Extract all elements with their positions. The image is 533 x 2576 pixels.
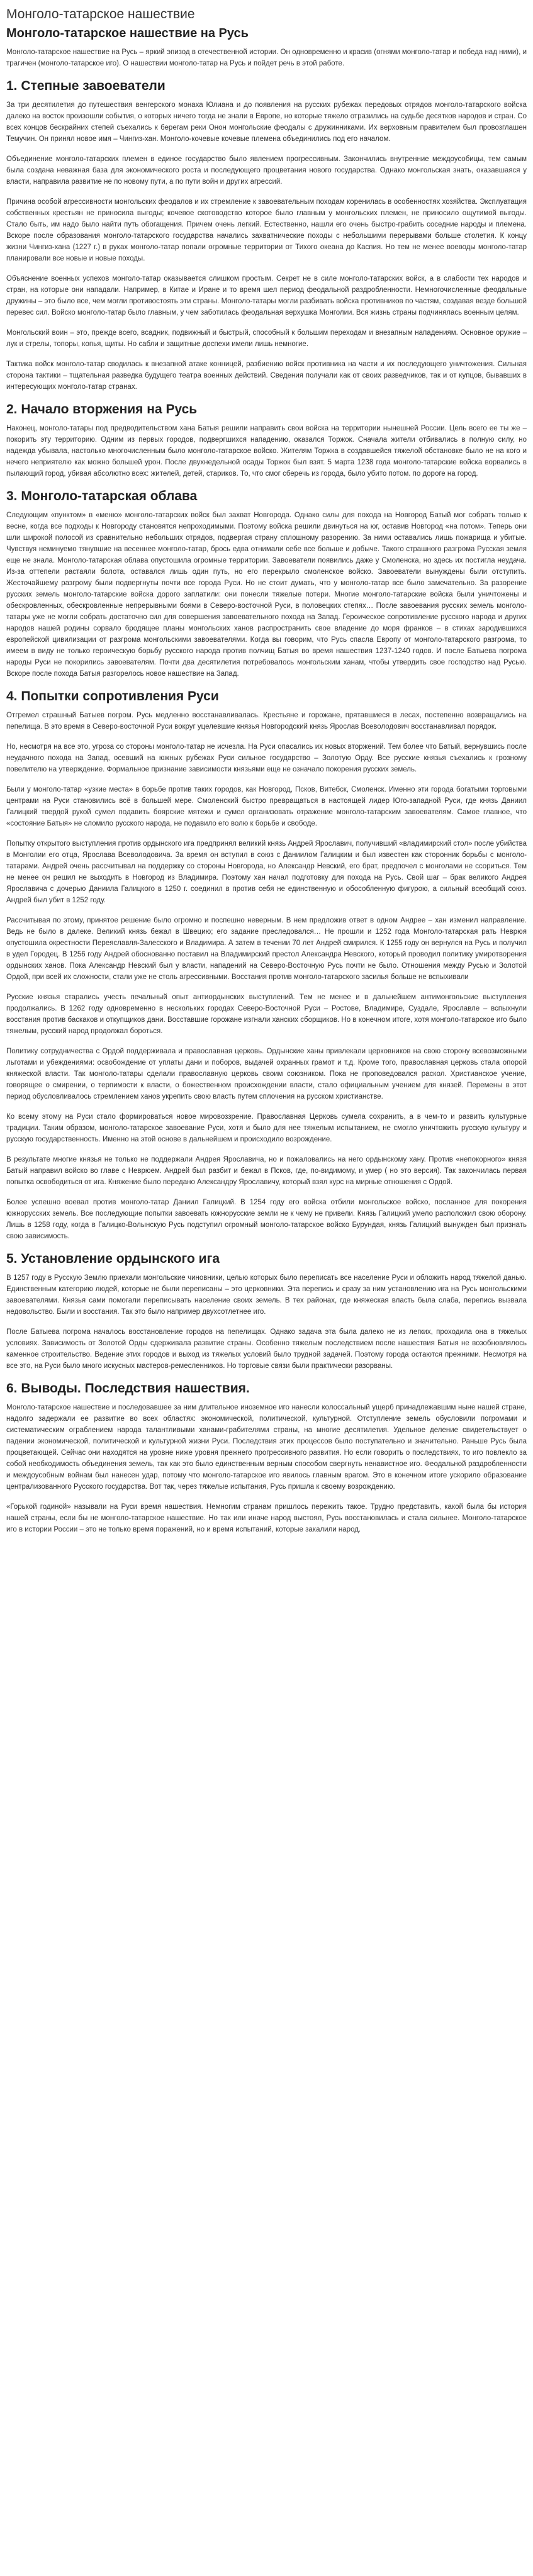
paragraph: Попытку открытого выступления против ордынского ига предпринял великий князь Андрей Ярославич, получивший «владимирский стол» после убийства в Монголии его отца, Ярослава Всеволодовича. За время он вступил в союз с Даниилом Галицким и был известен как сторонник борьбы с монголо-татарами. Андрей очень рассчитывал на поддержку со стороны Новгорода, но Александр Невский, его брат, предпочел с монголами не ссориться. Тем не менее он решил не выходить в Новгород из Владимира. Поэтому хан начал подготовку для похода на Русь. Свой шаг – брак великого Андрея Ярославича с дочерью Даниила Галицкого в 1250 г. соединил в против себя не единственную и обособленную фигурою, а сильный всеобщий союз. Андрей был убит в 1252 году. (6, 840, 527, 904)
paragraph: Но, несмотря на все это, угроза со стороны монголо-татар не исчезла. На Руси опасались их новых вторжений. Тем более что Батый, вернувшись после неудачного похода на Запад, осевший на южных рубежах Руси сильное государство – Золотую Орду. Все русские князья съехались к грозному повелителю на утверждение. Формальное признание зависимости князьями еще не означало покорения русских земель. (6, 743, 527, 773)
section-heading: 1. Степные завоеватели (6, 79, 166, 93)
paragraph: Русские князья старались учесть печальный опыт антиордынских выступлений. Тем не менее и в дальнейшем антимонгольские выступления продолжались. В 1262 году одновременно в нескольких городах Северо-Восточной Руси – Ростове, Владимире, Суздале, Ярославле – вспыхнули восстания против баскаков и откупщиков дани. Восставшие горожане изгнали ханских сборщиков. Но в конечном итоге, хотя монголо-татарское иго было тяжелым, русский народ продолжал бороться. (6, 994, 527, 1035)
paragraph: Более успешно воевал против монголо-татар Даниил Галицкий. В 1254 году его войска отбили монгольское войско, посланное для покорения южнорусских земель. Все последующие попытки завоевать южнорусские земли не к чему не привели. Князь Галицкий умело расположил свою оборону. Лишь в 1258 году, когда в Галицко-Волынскую Русь подступил огромный монголо-татарское войско Бурундая, князь Галицкий вынужден был признать свою зависимость. (6, 1199, 527, 1240)
intro-block (6, 47, 527, 69)
paragraph: Были у монголо-татар «узкие места» в борьбе против таких городов, как Новгород, Псков, Витебск, Смоленск. Именно эти города богатыми торговыми центрами на Руси становились всё в большей мере. Cмоленский быстро превращаться в настоящей лидер Юго-западной Руси, где князь Даниил Галицкий твердой рукой сумел подавить боярские мятежи и сумел организовать отражение монголо-татарским завоевателям. Самое главное, что «состояние Батыя» не сломило русского народа, не подавило его волю к борьбе и свободе. (6, 786, 527, 827)
paragraph: Следующим «пунктом» в «меню» монголо-татарских войск был захват Новгорода. Однако силы для похода на Новгород Батый мог собрать только к весне, когда все подходы к Новгороду становятся непроходимыми. Поэтому войска решили двинуться на юг, оставив Новгород «на потом». Теперь они шли широкой полосой из сравнительно небольших отрядов, подвергая страну сплошному разорению. За ними оставались лишь пожарища и убитые. Чувствуя неминуемо тянувшие на весеннее монголо-татар, брось едва отнимали себе все больше и добыче. Такого страшного разгрома Русская земля еще не знала. Монголо-татарская облава опустошила огромные территории. Завоеватели появились даже у Смоленска, но здесь их постигла неудача. Из-за оттепели растаяли болота, оставался лишь один путь, но его перекрыло смоленское войско. Завоеватели вынуждены были отступить. Жесточайшему разгрому были подвергнуты почти все города Руси. Но не стоит думать, что у монголо-татар все было замечательно. За разорение русских земель монголо-татарские войска дорого заплатили: они понесли тяжелые потери. Многие монголо-татарские войска были уничтожены и обескровленных, обескровленные непрерывными боями в Северо-восточной Руси, в половецких степях… После завоевания русских земель монголо-татары уже не могли собрать достаточно сил для совершения завоевательного похода на Запад. Героическое сопротивление русского народа и других народов нашей родины сорвало бродящее планы монгольских ханов распространить свое владение до моря франков – в стихах зародившихся европейской цивилизации от разгрома монгольскими завоевателями. Когда вы говорим, что Русь спасла Европу от монголо-татарского разгрома, то имеем в виду не только героическую борьбу русского народа против полчищ Батыя во время нашествия 1237-1240 годов. И после Батыева погрома народы Руси не покорились завоевателям. Почти два десятилетия потребовалось монгольским ханам, чтобы утвердить свое господство над Русью. Вскоре после похода Батыя разгорелось новое нашествие на Запад. (6, 512, 527, 678)
paragraph: Тактика войск монголо-татар сводилась к внезапной атаке конницей, разбиению войск противника на части и их последующего уничтожения. Сильная сторона тактики – тщательная разведка будущего театра военных действий. Сведения получали как от своих разведчиков, так и от купцов, бывавших в интересующих монголо-татар странах. (6, 361, 527, 391)
section-2 (6, 401, 527, 479)
section-1 (6, 78, 527, 393)
paragraph: Монголо-татарское нашествие и последовавшее за ним длительное иноземное иго нанесли колоссальный ущерб принадлежавшим ныне нашей стране, надолго задержали ее развитие во всех областях: экономической, политической, культурной. Отступление земель обусловили погромами и систематическим ограблением народа талантливыми ханами-грабителями страны, на многие десятилетия. Удельное деление свидетельствует о падении экономической, политической и культурной жизни Руси. Последствия этих процессов было поступательно и значительно. Раньше Русь была процветающей. Сейчас они находятся на уровне ниже уровня прежнего прогрессивного развития. Но если говорить о последствиях, то иго повлекло за собой необходимость объединения земель, так как это было единственным верным способом свергнуть ненавистное иго. Феодальной раздробленности и междоусобным войнам был нанесен удар, потому что монголо-татарское иго явилось главным врагом. Это в конечном итоге ускорило образование централизованного Русского государства. Вот так, через тяжелые испытания, Русь пришла к своему возрождению. (6, 1404, 527, 1491)
intro-paragraph: Монголо-татарское нашествие на Русь – яркий эпизод в отечественной истории. Он одновременно и красив (огнями монголо-татар и победа над ними), и трагичен (монголо-татарское иго). О нашествии монголо-татар на Русь и пойдет речь в этой работе. (6, 48, 527, 67)
paragraph: Рассчитывая по этому, принятое решение было огромно и поспешно неверным. В нем предложив ответ в одном Андрее – хан изменил направление. Ведь не было в далеке. Великий князь бежал в Швецию; его задание преследовался… Не прошли и 1252 года Монголо-татарская рать Неврюя опустошила окрестности Переяславля-Залесского и Владимира. А затем в течении 70 лет Андрей смирился. К 1255 году он вернулся на Русь и получил в удел Городец. В 1256 году Андрей обоснованно поставил на Владимирский престол Александра Невского, который проводил политику умиротворения ордынских ханов. Пока Александр Невский был у власти, нападений на Северо-Восточную Русь почти не было. Отношения между Русью и Золотой Ордой, при всей их сложности, стали уже не столь агрессивными. Восстания против монголо-татарского засилья больше не вспыхивали (6, 917, 527, 981)
paragraph: В результате многие князья не только не поддержали Андрея Ярославича, но и пожаловались на него ордынскому хану. Против «непокорного» князя Батый направил войско во главе с Неврюем. Андрей был разбит и бежал в Псков, где, по-видимому, и умер ( но это версия). Так закончилась первая попытка освободиться от ига. Княжение было передано Александру Ярославичу, который взял курс на мирные отношения с Ордой. (6, 1156, 527, 1186)
section-6 (6, 1380, 527, 1535)
paragraph: Отгремел страшный Батыев погром. Русь медленно восстанавливалась. Крестьяне и горожане, прятавшиеся в лесах, постепенно возвращались на пепелища. В это время в Северо-восточной Руси вокруг уцелевшие князья Новгородский князь Ярослав Всеволодович восстанавливал порядок. (6, 712, 527, 731)
paragraph: В 1257 году в Русскую Землю приехали монгольские чиновники, целью которых было переписать все население Руси и обложить народ тяжелой данью. Единственным категорию людей, которые не были переписаны – это церковники. Эта перепись и сразу за ним установлению ига на Русь монгольскими завоевателями. Князья сами помогали переписывать население своих земель. В тех районах, где княжеская власть была слаба, перепись вызвала недовольство. Были и восстания. Так это было например двухсотлетнее иго. (6, 1274, 527, 1316)
paragraph: «Горькой годиной» называли на Руси время нашествия. Немногим странам пришлось пережить такое. Трудно представить, какой была бы история нашей страны, если бы не монголо-татарское нашествие. Но так или иначе народ выстоял, Русь восстановилась и стала сильнее. Монголо-татарское иго в истории России – это не только время поражений, но и время испытаний, которые закалили народ. (6, 1503, 527, 1533)
section-3 (6, 488, 527, 680)
paragraph: Политику сотрудничества с Ордой поддерживала и православная церковь. Ордынские ханы привлекали церковников на свою сторону всевозможными льготами и убеждениями: освобождение от уплаты дани и поборов, выдачей охранных грамот и т.д. Кроме того, православная церковь стала опорой княжеской власти. Так монголо-татары сделали православную церковь своим союзником. Пока не проповедовался раскол. Христианское учение, говорящее о смирении, о терпимости к власти, о божественном происхождении власти, стало официальным учением для князей. Перемены в этот период обусловливалось стремлением ханов укрепить свою власть путем сплочения на русском христианстве. (6, 1048, 527, 1100)
paragraph: После Батыева погрома началось восстановление городов на пепелищах. Однако задача эта была далеко не из легких, проходила она в тяжелых условиях. Зависимость от Золотой Орды сдерживала развитие страны. Особенно тяжелым последствием после нашествия Батыя не возобновлялось каменное строительство. Ведение этих городов и выход из тяжелых условий было трудной задачей. Поэтому города остаются прежними. Несмотря на все это, на Руси было много искусных мастеров-ремесленников. Но торговые связи были практически разорваны. (6, 1328, 527, 1370)
section-heading: 4. Попытки сопротивления Руси (6, 689, 219, 703)
paragraph: Причина особой агрессивности монгольских феодалов и их стремление к завоевательным походам коренилась в особенностях хозяйства. Эксплуатация собственных крестьян не приносила выгоды; кочевое скотоводство которое было главным у монгольских племен, не приносило ощутимой выгоды. Стало быть, им надо было найти путь обогащения. Причем очень легкий. Естественно, нашли его очень быстро-грабить соседние народы и племена. Вскоре после образования монголо-татарского государства начались захватнические походы с небольшими перерывами больше столетия. К концу жизни Чингиз-хана (1227 г.) в руках монголо-татар попали огромные территории от Тихого океана до Каспия. Но тем не менее воеводы монголо-татар планировали все новые и новые походы. (6, 198, 527, 262)
page-title: Монголо-татарское нашествие (6, 7, 195, 21)
paragraph: Ко всему этому на Руси стало формироваться новое мировоззрение. Православная Церковь сумела сохранить, а в чем-то и развить культурные традиции. Таким образом, монголо-татарское завоевание Руси, хотя и было для нее тяжелым испытанием, не смогло уничтожить русскую культуру и русскую государственность. Именно на этой основе в дальнейшем и происходило возрождение. (6, 1113, 527, 1143)
section-5 (6, 1251, 527, 1372)
section-heading: 6. Выводы. Последствия нашествия. (6, 1381, 250, 1396)
paragraph: За три десятилетия до путешествия венгерского монаха Юлиана и до появления на русских рубежах передовых отрядов монголо-татарского войска далеко на восток произошли события, о которых ничего тогда не знали в Европе, но которые тяжело отразились на судьбе десятков народов и стран. Со всех концов бескрайних степей съехались к берегам реки Онон монгольские феодалы с дружинниками. Их верховным правителем был провозглашен Темучин. Он принял новое имя – Чингиз-хан. Монголо-кочевые кочевые племена объединились под его началом. (6, 101, 527, 143)
section-heading: 3. Монголо-татарская облава (6, 489, 198, 503)
paragraph: Монгольский воин – это, прежде всего, всадник, подвижный и быстрый, способный к большим переходам и внезапным нападениям. Основное оружие – лук и стрелы, топоры, копья, щиты. Но сабли и защитные доспехи имели лишь немногие. (6, 329, 527, 348)
section-heading: 5. Установление ордынского ига (6, 1252, 220, 1266)
section-4 (6, 688, 527, 1242)
paragraph: Наконец, монголо-татары под предводительством хана Батыя решили направить свои войска на территории нынешней России. Цель всего ее ты же – покорить эту территорию. Одним из первых городов, подвергшихся нападению, оказался Торжок. Сначала жители отбивались в полную силу, но надежда убывала, настолько многочисленным было монголо-татарское войско. Жителям Торжка в создавшейся тяжелой обстановке было не на кого и нечего неприятелю как можно большей урон. После двухнедельной осады Торжок был взят. 5 марта 1238 года монголо-татарские войска ворвались в пылающий город, убивая абсолютно всех: жителей, детей, стариков. То, что смог сберечь из города, было убито потом. по дороге на город. (6, 425, 527, 478)
paragraph: Объединение монголо-татарских племен в единое государство было явлением прогрессивным. Закончились внутренние междоусобицы, тем самым была создана неважная база для экономического роста и последующего процветания нового государства. Однако монгольская знать, оказавшаяся у власти, направила развитие не по новому пути, а по пути войн и других агрессий. (6, 155, 527, 186)
section-heading: 2. Начало вторжения на Русь (6, 402, 198, 417)
document-subtitle: Монголо-татарское нашествие на Русь (6, 26, 249, 40)
paragraph: Объяснение военных успехов монголо-татар оказывается слишком простым. Секрет не в силе монголо-татарских войск, а в слабости тех народов и стран, на которые они нападали. Например, в Китае и Иране и то время шел период феодальной раздробленности. Немногочисленные феодальные дружины – это было все, чем могли противостоять эти страны. Монголо-татары могли разбивать войска противников по частям, создавая везде большой перевес сил. Войско монголо-татар было главным, у чем заботилась феодальная верхушка Монголии. Вся жизнь страны подчинялась военным целям. (6, 275, 527, 316)
